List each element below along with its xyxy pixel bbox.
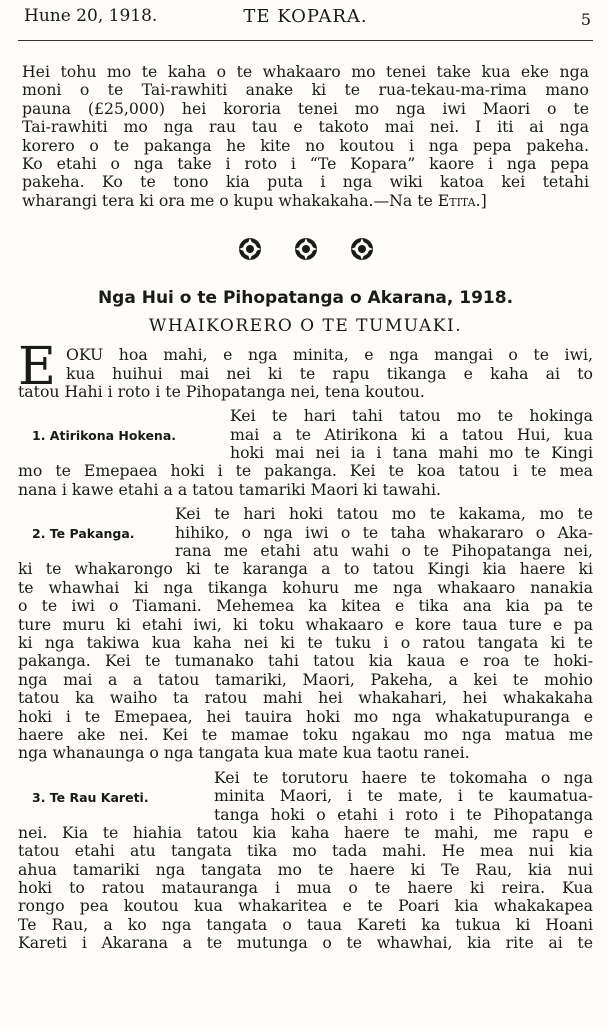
text-line: nei. Kia te hiahia tatou kia kaha haere te mahi, me rapu e [18, 822, 593, 842]
text-line: haere ake nei. Kei te mamae toku ngakau mo nga matua me [18, 724, 593, 744]
intro-last-text: wharangi tera ki ora me o kupu whakakaha.—Na te [22, 190, 438, 210]
text-line: tatou Hahi i roto i te Pihopatanga nei, tena koutou. [18, 381, 425, 401]
text-line: Te Rau, a ko nga tangata o taua Kareti ka tukua ki Hoani [18, 914, 593, 934]
text-line: tatou ka waiho ta ratou mahi hei whakahari, hei whakakaha [18, 688, 593, 708]
text-line: tatou etahi atu tangata tika mo tada mahi. He mea nui kia [18, 841, 593, 861]
text-line: moni o te Tai-rawhiti anake ki te rua-tekau-ma-rima mano [22, 80, 589, 100]
text-line: pakanga. Kei te tumanako tahi tatou kia kaua e roa te hoki- [18, 651, 593, 671]
section-rau-kareti [18, 769, 593, 953]
issue-date: Hune 20, 1918. [24, 6, 158, 26]
text-line: ki nga takiwa kua kaha nei ki te tuku i o ratou tangata ki te [18, 632, 593, 652]
text-line: Kareti i Akarana a te mutunga o te whawhai, kia rite ai te [18, 933, 593, 953]
ornament-divider [18, 236, 593, 266]
text-line: Kei te torutoru haere te tokomaha o nga [214, 767, 593, 787]
text-line: OKU hoa mahi, e nga minita, e nga mangai o te iwi, [66, 345, 593, 365]
text-line: rana me etahi atu wahi o te Pihopatanga nei, [175, 541, 593, 561]
text-line: o te iwi o Tiamani. Mehemea ka kitea e tika ana kia pa te [18, 596, 593, 616]
opening-paragraph [18, 337, 593, 401]
text-line: hoki mai nei ia i tana mahi mo te Kingi [230, 443, 593, 463]
text-line: tanga hoki o etahi i roto i te Pihopatanga [214, 804, 593, 824]
flower-ornament-icon [349, 236, 375, 262]
section-label: 1. Atirikona Hokena. [32, 428, 177, 444]
article-subtitle: WHAIKORERO O TE TUMUAKI. [148, 316, 463, 337]
section-pakanga [18, 505, 593, 762]
text-line: pauna (£25,000) hei kororia tenei mo nga iwi Maori o te [22, 98, 589, 118]
text-line: rongo pea koutou kua whakaritea e te Poari kia whakakapea [18, 896, 593, 916]
article-title: Nga Hui o te Pihopatanga o Akarana, 1918. [97, 288, 514, 309]
flower-ornament-icon [237, 236, 263, 262]
text-line: Tai-rawhiti mo nga rau tau e takoto mai nei. I iti ai nga [22, 117, 589, 137]
text-line: mo te Emepaea hoki i te pakanga. Kei te koa tatou i te mea [18, 461, 593, 481]
text-line: hoki i te Emepaea, hei tauira hoki mo nga whakatupuranga e [18, 706, 593, 726]
text-line: nana i kawe etahi a a tatou tamariki Maori ki tawahi. [18, 479, 442, 499]
text-line [22, 192, 589, 210]
editor-signature: Etita.] [437, 190, 487, 210]
text-line: Ko etahi o nga take i roto i “Te Kopara” kaore i nga pepa [22, 153, 589, 173]
text-line: nga mai a a tatou tamariki, Maori, Pakeha, a kei te mohio [18, 669, 593, 689]
text-line: ture muru ki etahi iwi, ki toku whakaaro e kore taua ture e pa [18, 614, 593, 634]
page-number: 5 [580, 10, 591, 29]
text-line: Hei tohu mo te kaha o te whakaaro mo tenei take kua eke nga [22, 62, 589, 81]
flower-ornament-icon [293, 236, 319, 262]
section-label: 3. Te Rau Kareti. [32, 789, 149, 805]
text-line: te whawhai ki nga tikanga kohuru me nga whakaaro nanakia [18, 577, 593, 597]
section-label: 2. Te Pakanga. [32, 526, 135, 542]
text-line: mai a te Atirikona ki a tatou Hui, kua [230, 424, 593, 444]
text-line: kua huihui mai nei ki te rapu tikanga e kaha ai to [66, 363, 593, 383]
intro-paragraph [22, 63, 589, 210]
publication-title: TE KOPARA. [243, 6, 368, 27]
text-line: korero o te pakanga he kite no koutou i nga pepa pakeha. [22, 135, 589, 155]
section-atirikona [18, 407, 593, 499]
text-line: hoki to ratou matauranga i mua o te haere ki reira. Kua [18, 878, 593, 898]
text-line: hihiko, o nga iwi o te taha whakararo o Aka- [175, 522, 593, 542]
text-line: nga whanaunga o nga tangata kua mate kua taotu ranei. [18, 743, 470, 763]
text-line: ahua tamariki nga tangata mo te haere ki Te Rau, kia nui [18, 859, 593, 879]
text-line: Kei te hari hoki tatou mo te kakama, mo te [175, 504, 593, 524]
text-line: pakeha. Ko te tono kia puta i nga wiki katoa kei tetahi [22, 172, 589, 192]
drop-cap: E [18, 337, 56, 398]
page-header [18, 0, 593, 41]
text-line: Kei te hari tahi tatou mo te hokinga [230, 406, 593, 426]
text-line: ki te whakarongo ki te karanga a to tatou Kingi kia haere ki [18, 559, 593, 579]
text-line: minita Maori, i te mate, i te kaumatua- [214, 786, 593, 806]
